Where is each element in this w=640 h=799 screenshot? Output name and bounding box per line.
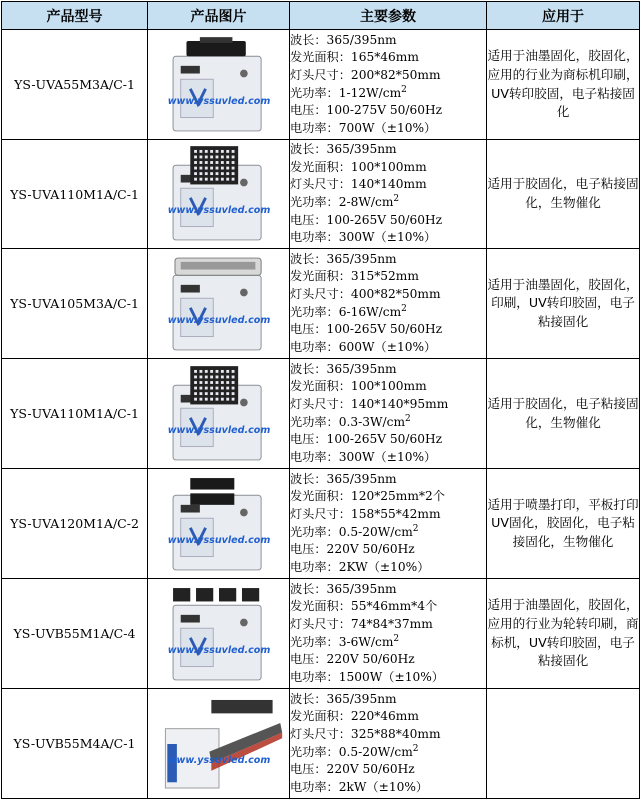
watermark-text: www.yssuvled.com (167, 95, 270, 107)
param-line: 波长：365/395nm (290, 581, 397, 596)
param-line: 电功率：1500W（±10%） (290, 669, 444, 684)
watermark-text: www.yssuvled.com (167, 205, 270, 217)
table-row (2, 30, 640, 140)
header-row (2, 2, 640, 30)
application-cell: 适用于油墨固化，胶固化，应用的行业为轮转印刷，商标机，UV转印胶固，电子粘接固化 (487, 579, 640, 689)
param-line: 灯头尺寸：200*82*50mm (290, 67, 441, 82)
watermark-text: www.yssuvled.com (167, 644, 270, 656)
table-row (2, 140, 640, 249)
product-spec-table (1, 1, 640, 799)
uv-chiller-dual-lamp-icon (148, 469, 290, 579)
param-line: 发光面积：120*25mm*2个 (290, 489, 445, 504)
param-line: 波长：365/395nm (290, 361, 397, 376)
uv-chiller-square-lamp-icon (148, 359, 290, 469)
param-line: 发光面积：315*52mm (290, 269, 419, 284)
param-line: 电功率：2KW（±10%） (290, 559, 430, 574)
param-line: 电功率：300W（±10%） (290, 230, 437, 245)
param-line: 光功率：$1-12W/cm^2$ (290, 84, 407, 100)
model-cell: YS-UVB55M4A/C-1 (2, 689, 148, 799)
param-line: 灯头尺寸：158*55*42mm (290, 506, 441, 521)
application-cell (487, 689, 640, 799)
param-line: 波长：365/395nm (290, 471, 397, 486)
param-line: 发光面积：100*100mm (290, 159, 427, 174)
application-cell: 适用于胶固化，电子粘接固化，生物催化 (487, 359, 640, 469)
param-line: 波长：365/395nm (290, 691, 397, 706)
param-line: 光功率：$0.3-3W/cm^2$ (290, 413, 411, 429)
param-line: 灯头尺寸：74*84*37mm (290, 616, 433, 631)
param-line: 电压：100-265V 50/60Hz (290, 432, 443, 447)
params-cell (290, 140, 487, 249)
param-line: 发光面积：55*46mm*4个 (290, 599, 438, 614)
model-cell: YS-UVB55M1A/C-4 (2, 579, 148, 689)
param-line: 灯头尺寸：140*140mm (290, 177, 427, 192)
params-cell (290, 30, 487, 140)
table-row (2, 469, 640, 579)
param-line: 电压：100-265V 50/60Hz (290, 212, 443, 227)
param-line: 灯头尺寸：325*88*40mm (290, 726, 441, 741)
param-line: 波长：365/395nm (290, 251, 397, 266)
table-row (2, 249, 640, 359)
model-cell: YS-UVA55M3A/C-1 (2, 30, 148, 140)
param-line: 灯头尺寸：400*82*50mm (290, 286, 441, 301)
application-cell: 适用于油墨固化，胶固化，印刷，UV转印胶固，电子粘接固化 (487, 249, 640, 359)
watermark-text: www.yssuvled.com (167, 314, 270, 326)
watermark-text: www.yssuvled.com (167, 534, 270, 546)
params-cell (290, 579, 487, 689)
params-cell (290, 689, 487, 799)
uv-chiller-square-lamp-icon (148, 140, 290, 249)
header-params: 主要参数 (290, 2, 487, 30)
param-line: 电功率：300W（±10%） (290, 449, 437, 464)
uv-chiller-long-lamp-icon (148, 30, 290, 140)
table-row (2, 689, 640, 799)
param-line: 电压：220V 50/60Hz (290, 762, 415, 777)
header-image: 产品图片 (148, 2, 290, 30)
param-line: 光功率：$3-6W/cm^2$ (290, 633, 400, 649)
uv-chiller-wide-lamp-icon (148, 249, 290, 359)
param-line: 电功率：700W（±10%） (290, 120, 437, 135)
model-cell: YS-UVA105M3A/C-1 (2, 249, 148, 359)
application-cell: 适用于油墨固化，胶固化，应用的行业为商标机印刷，UV转印胶固，电子粘接固化 (487, 30, 640, 140)
param-line: 光功率：$6-16W/cm^2$ (290, 303, 407, 319)
application-cell: 适用于喷墨打印，平板打印UV固化，胶固化，电子粘接固化，生物催化 (487, 469, 640, 579)
param-line: 波长：365/395nm (290, 142, 397, 157)
table-row (2, 579, 640, 689)
params-cell (290, 359, 487, 469)
uv-chiller-quad-lamp-icon (148, 579, 290, 689)
param-line: 灯头尺寸：140*140*95mm (290, 396, 449, 411)
param-line: 电压：100-265V 50/60Hz (290, 322, 443, 337)
table-row (2, 359, 640, 469)
param-line: 光功率：$0.5-20W/cm^2$ (290, 743, 419, 759)
model-cell: YS-UVA110M1A/C-1 (2, 359, 148, 469)
header-application: 应用于 (487, 2, 640, 30)
application-cell: 适用于胶固化，电子粘接固化，生物催化 (487, 140, 640, 249)
param-line: 电功率：2kW（±10%） (290, 779, 429, 794)
param-line: 发光面积：220*46mm (290, 709, 419, 724)
param-line: 发光面积：165*46mm (290, 50, 419, 65)
param-line: 电压：100-275V 50/60Hz (290, 103, 443, 118)
header-model: 产品型号 (2, 2, 148, 30)
param-line: 电功率：600W（±10%） (290, 339, 437, 354)
watermark-text: www.yssuvled.com (167, 754, 270, 766)
param-line: 光功率：$0.5-20W/cm^2$ (290, 523, 419, 539)
params-cell (290, 249, 487, 359)
param-line: 波长：365/395nm (290, 32, 397, 47)
model-cell: YS-UVA110M1A/C-1 (2, 140, 148, 249)
param-line: 光功率：$2-8W/cm^2$ (290, 193, 400, 209)
uv-chiller-conveyor-icon (148, 689, 290, 799)
param-line: 电压：220V 50/60Hz (290, 542, 415, 557)
watermark-text: www.yssuvled.com (167, 424, 270, 436)
param-line: 发光面积：100*100mm (290, 379, 427, 394)
params-cell (290, 469, 487, 579)
model-cell: YS-UVA120M1A/C-2 (2, 469, 148, 579)
param-line: 电压：220V 50/60Hz (290, 652, 415, 667)
